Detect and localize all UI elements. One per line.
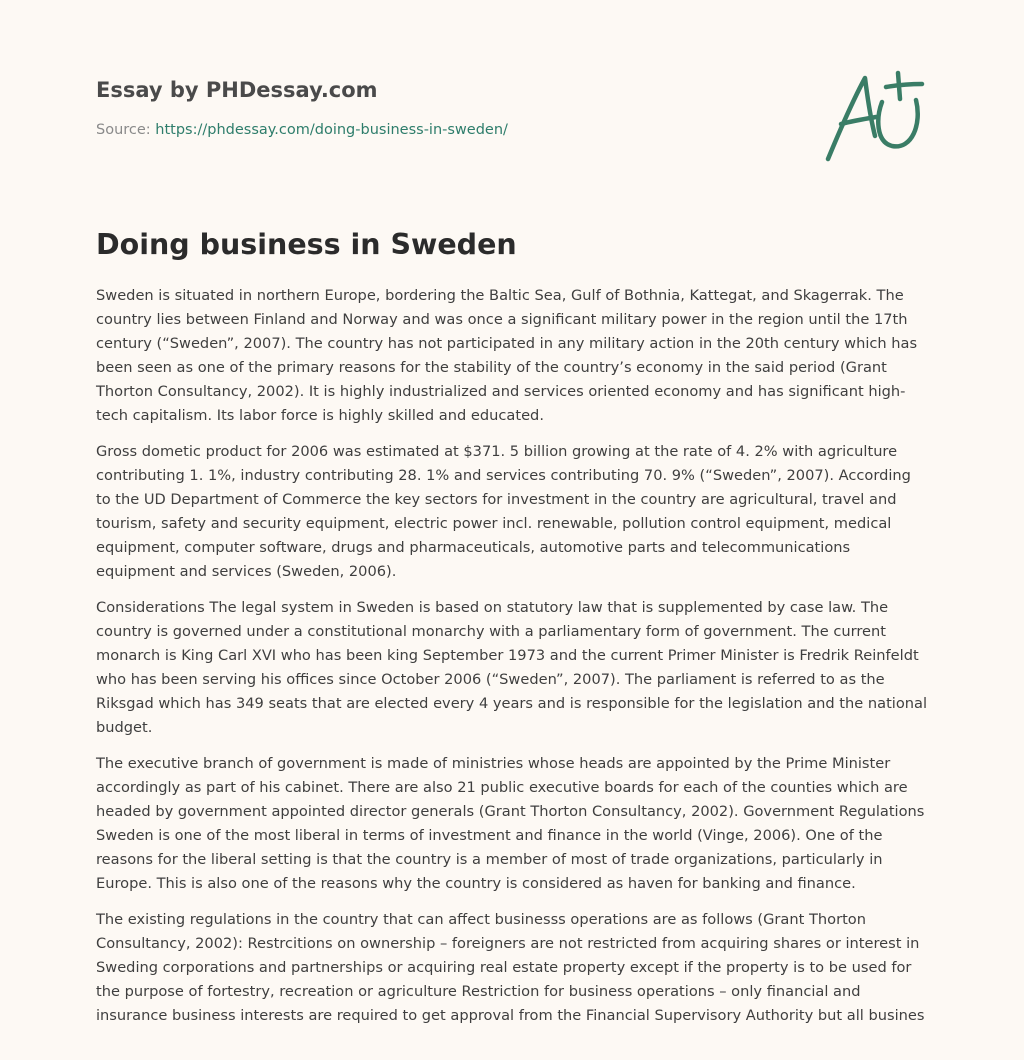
essay-body: [96, 284, 930, 1040]
source-link[interactable]: https://phdessay.com/doing-business-in-sweden/: [155, 122, 508, 138]
essay-paragraph: Considerations The legal system in Sweden is based on statutory law that is supplemented by case law. The country is governed under a constitutional monarchy with a parliamentary form of government. The current monarch is King Carl XVI who has been king September 1973 and the current Primer Minister is Fredrik Reinfeldt who has been serving his offices since October 2006 (“Sweden”, 2007). The parliament is referred to as the Riksgad which has 349 seats that are elected every 4 years and is responsible for the legislation and the national budget.: [96, 599, 928, 736]
essay-header: [96, 74, 796, 140]
essay-title: Doing business in Sweden: [96, 228, 517, 261]
site-brand: Essay by PHDessay.com: [96, 78, 378, 102]
essay-paragraph: The existing regulations in the country that can affect businesss operations are as follows (Grant Thorton Consultancy, 2002): Restrcitions on ownership – foreigners are not restricted from acquiring shares or interest in Sweding corporations and partnerships or acquiring real estate property except if the property is to be used for the purpose of fortestry, recreation or agriculture Restriction for business operations – only financial and insurance business interests are required to get approval from the Financial Supervisory Authority but all busines: [96, 911, 925, 1024]
source-label: Source:: [96, 122, 151, 138]
essay-paragraph: Sweden is situated in northern Europe, bordering the Baltic Sea, Gulf of Bothnia, Kattegat, and Skagerrak. The country lies between Finland and Norway and was once a significant military power in the region until the 17th century (“Sweden”, 2007). The country has not participated in any military action in the 20th century which has been seen as one of the primary reasons for the stability of the country’s economy in the said period (Grant Thorton Consultancy, 2002). It is highly industrialized and services oriented economy and has significant high-tech capitalism. Its labor force is highly skilled and educated.: [96, 287, 918, 424]
source-line: [96, 120, 796, 140]
essay-paragraph: Gross dometic product for 2006 was estimated at $371. 5 billion growing at the rate of 4. 2% with agriculture contributing 1. 1%, industry contributing 28. 1% and services contributing 70. 9% (“Sweden”, 2007). According to the UD Department of Commerce the key sectors for investment in the country are agricultural, travel and tourism, safety and security equipment, electric power incl. renewable, pollution control equipment, medical equipment, computer software, drugs and pharmaceuticals, automotive parts and telecommunications equipment and services (Sweden, 2006).: [96, 443, 911, 580]
essay-paragraph: The executive branch of government is made of ministries whose heads are appointed by the Prime Minister accordingly as part of his cabinet. There are also 21 public executive boards for each of the counties which are headed by government appointed director generals (Grant Thorton Consultancy, 2002). Government Regulations Sweden is one of the most liberal in terms of investment and finance in the world (Vinge, 2006). One of the reasons for the liberal setting is that the country is a member of most of trade organizations, particularly in Europe. This is also one of the reasons why the country is considered as haven for banking and finance.: [96, 755, 925, 892]
a-plus-grade-icon: [818, 66, 928, 166]
